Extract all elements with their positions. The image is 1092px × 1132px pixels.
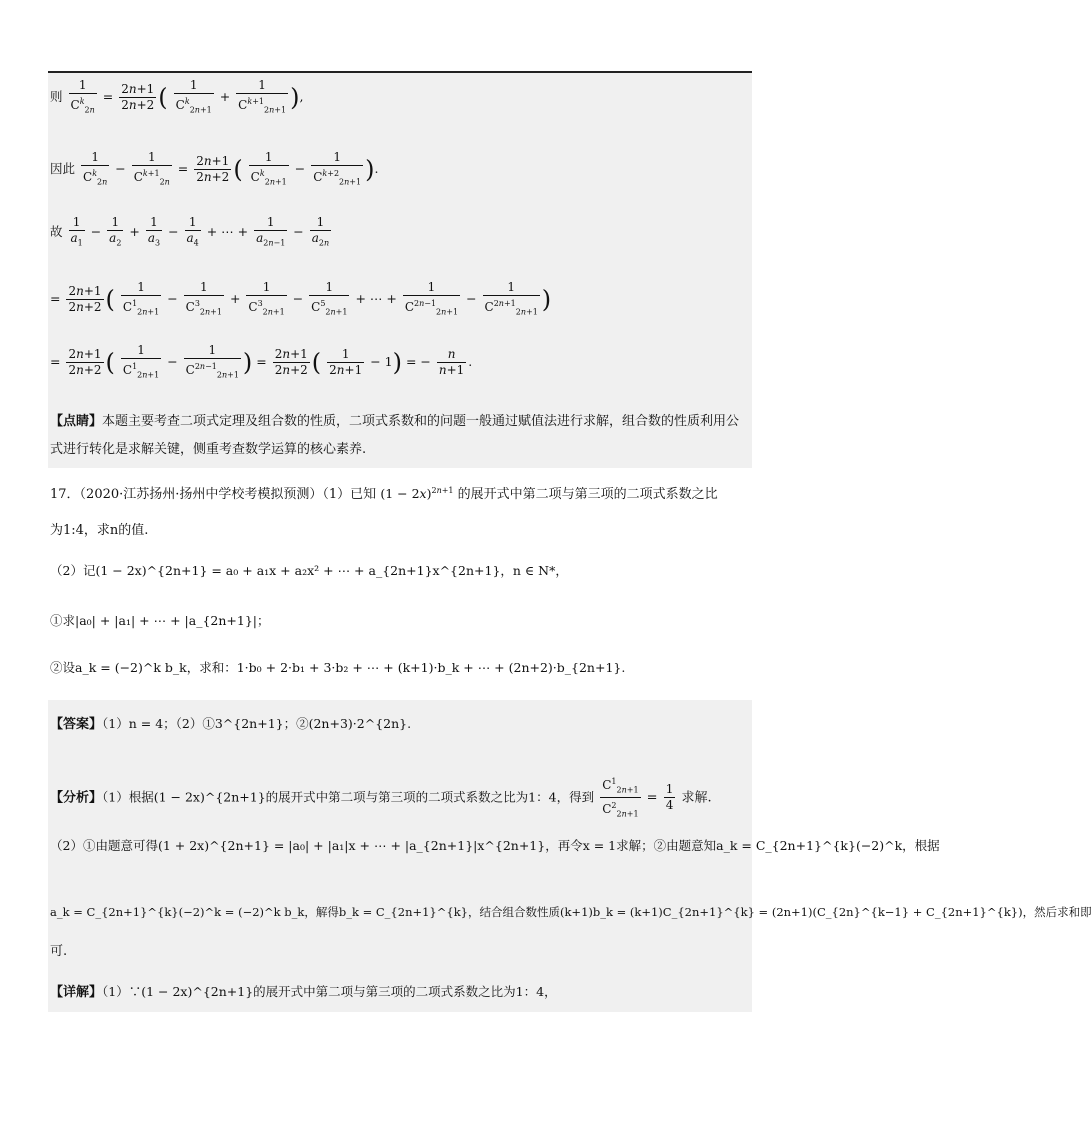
fraction: $\frac{n}{n+1}$ (438, 347, 465, 378)
dianjing-paragraph (50, 408, 750, 464)
fraction: $\frac{2n+1}{2n+2}$ (196, 154, 230, 185)
fraction: $\frac{1}{a_{2n}}$ (311, 215, 330, 248)
detail-tag: 【详解】 (50, 985, 103, 1000)
fraction: $\frac{1}{C^k_{2n}}$ (70, 78, 95, 115)
fraction: $\frac{1}{a_2}$ (109, 215, 122, 248)
q17-part-2b: ②设a_k = (−2)^k b_k，求和：1·b₀ + 2·b₁ + 3·b₂ + ⋯ + (k+1)·b_k + ⋯ + (2n+2)·b_{2n+1}. (50, 660, 626, 675)
fraction: $\frac{1}{C^3_{2n+1}}$ (248, 280, 285, 317)
analysis-line-2: （2）①由题意可得(1 + 2x)^{2n+1} = |a₀| + |a₁|x + ⋯ + |a_{2n+1}|x^{2n+1}，再令x = 1求解；②由题意知a_k = C_{2n+1}^{k}(−2)^k，根据 (50, 838, 940, 853)
answer-line (50, 715, 411, 734)
q17-part-2a: ①求|a₀| + |a₁| + ⋯ + |a_{2n+1}|； (50, 613, 270, 628)
fraction: $\frac{1}{C^k_{2n+1}}$ (175, 78, 212, 115)
fraction: $\frac{1}{C^1_{2n+1}}$ (122, 343, 160, 380)
fraction: $\frac{1}{C^1_{2n+1}}$ (122, 280, 160, 317)
fraction: $\frac{1}{C^{k+1}_{2n}}$ (133, 150, 170, 187)
fraction: $\frac{1}{a_1}$ (70, 215, 83, 248)
q17-ratio-text: 的展开式中第二项与第三项的二项式系数之比 (457, 487, 718, 503)
question-17-line-1 (50, 482, 718, 504)
derivation-line-1: 则 $\frac{1}{C^k_{2n}}$ = $\frac{2n+1}{2n+2}$ ( $\frac{1}{C^k_{2n+1}}$ + $\frac{1}{C^{k+1}_{2n+1}}$ ), (50, 78, 303, 117)
q17-line-2: 为1:4，求n的值. (50, 523, 149, 538)
derivation-line-2: 因此 $\frac{1}{C^k_{2n}}$ − $\frac{1}{C^{k+1}_{2n}}$ = $\frac{2n+1}{2n+2}$ ( $\frac{1}{C^k_{2n+1}}$ − $\frac{1}{C^{k+2}_{2n+1}}$ ). (50, 150, 378, 189)
text-gu: 故 (50, 224, 63, 240)
fraction: $\frac{1}{2n+1}$ (329, 347, 363, 378)
ratio-fraction: $\frac{C^1_{2n+1}}{C^2_{2n+1}}$ (600, 774, 640, 822)
fraction: $\frac{1}{C^{k+2}_{2n+1}}$ (313, 150, 362, 187)
fraction: $\frac{1}{a_4}$ (186, 215, 199, 248)
fraction: $\frac{1}{a_3}$ (147, 215, 161, 248)
derivation-line-5: = $\frac{2n+1}{2n+2}$ ( $\frac{1}{C^1_{2n+1}}$ − $\frac{1}{C^{2n-1}_{2n+1}}$ ) = $\frac{2n+1}{2n+2}$ ( $\frac{1}{2n+1}$ − 1) = − $\frac{n}{n+1}$ . (50, 343, 472, 382)
quarter-fraction: $\frac{1}{4}$ (665, 782, 674, 813)
text-ze: 则 (50, 89, 63, 105)
fraction: $\frac{2n+1}{2n+2}$ (121, 82, 155, 113)
fraction: $\frac{1}{C^{2n+1}_{2n+1}}$ (484, 280, 538, 317)
fraction: $\frac{1}{C^k_{2n}}$ (83, 150, 108, 187)
fraction: $\frac{1}{C^k_{2n+1}}$ (250, 150, 287, 187)
fraction: $\frac{1}{a_{2n-1}}$ (256, 215, 286, 248)
dianjing-tag: 【点睛】 (50, 414, 103, 429)
analysis-text-1b: 求解. (681, 790, 712, 806)
derivation-line-3: 故 $\frac{1}{a_1}$ − $\frac{1}{a_2}$ + $\frac{1}{a_3}$ − $\frac{1}{a_4}$ + ⋯ + $\frac{1}{a_{2n-1}}$ − $\frac{1}{a_{2n}}$ (50, 215, 333, 250)
q17-binomial: $(1 - 2x)^{2n+1}$ (380, 486, 454, 502)
fraction: $\frac{1}{C^3_{2n+1}}$ (185, 280, 222, 317)
fraction: $\frac{1}{C^5_{2n+1}}$ (311, 280, 348, 317)
fraction: $\frac{1}{C^{2n-1}_{2n+1}}$ (404, 280, 459, 317)
analysis-text-1: （1）根据(1 − 2x)^{2n+1}的展开式中第二项与第三项的二项式系数之比为1：4，得到 (102, 789, 595, 805)
fraction: $\frac{2n+1}{2n+2}$ (274, 347, 308, 378)
fraction: $\frac{2n+1}{2n+2}$ (68, 284, 102, 315)
fraction: $\frac{1}{C^{2n-1}_{2n+1}}$ (185, 343, 239, 380)
q17-part-2: （2）记(1 − 2x)^{2n+1} = a₀ + a₁x + a₂x² + ⋯ + a_{2n+1}x^{2n+1}，n ∈ N*， (50, 563, 568, 578)
fraction: $\frac{1}{C^{k+1}_{2n+1}}$ (238, 78, 287, 115)
answer-text: （1）n = 4；（2）①3^{2n+1}；②(2n+3)·2^{2n}. (102, 716, 412, 731)
analysis-line-3: a_k = C_{2n+1}^{k}(−2)^k = (−2)^k b_k，解得b_k = C_{2n+1}^{k}，结合组合数性质(k+1)b_k = (k+1)C_{2n+1}^{k} = (2n+1)(C_{2n}^{k−1} + C_{2n+1}^{k})，然后求和即 (50, 905, 1092, 919)
detail-line (50, 983, 557, 1002)
derivation-line-4: = $\frac{2n+1}{2n+2}$ ( $\frac{1}{C^1_{2n+1}}$ − $\frac{1}{C^3_{2n+1}}$ + $\frac{1}{C^3_{2n+1}}$ − $\frac{1}{C^5_{2n+1}}$ + ⋯ + $\frac{1}{C^{2n-1}_{2n+1}}$ − $\frac{1}{C^{2n+1}_{2n+1}}$ ) (50, 280, 551, 319)
answer-tag: 【答案】 (50, 717, 103, 732)
detail-text: （1）∵(1 − 2x)^{2n+1}的展开式中第二项与第三项的二项式系数之比为1：4， (102, 984, 557, 999)
analysis-tag: 【分析】 (50, 790, 103, 806)
fraction: $\frac{2n+1}{2n+2}$ (68, 347, 102, 378)
analysis-line-4: 可. (50, 944, 68, 959)
analysis-line-1: 【分析】（1）根据(1 − 2x)^{2n+1}的展开式中第二项与第三项的二项式系数之比为1：4，得到 $\frac{C^1_{2n+1}}{C^2_{2n+1}}$ = $\frac{1}{4}$ 求解. (50, 774, 712, 822)
dianjing-text: 本题主要考查二项式定理及组合数的性质，二项式系数和的问题一般通过赋值法进行求解，组合数的性质利用公式进行转化是求解关键，侧重考查数学运算的核心素养. (50, 414, 740, 457)
text-yinci: 因此 (50, 161, 76, 177)
solution-shade-bottom (48, 700, 752, 1012)
q17-intro: 17．（2020·江苏扬州·扬州中学校考模拟预测）（1）已知 (50, 487, 377, 503)
